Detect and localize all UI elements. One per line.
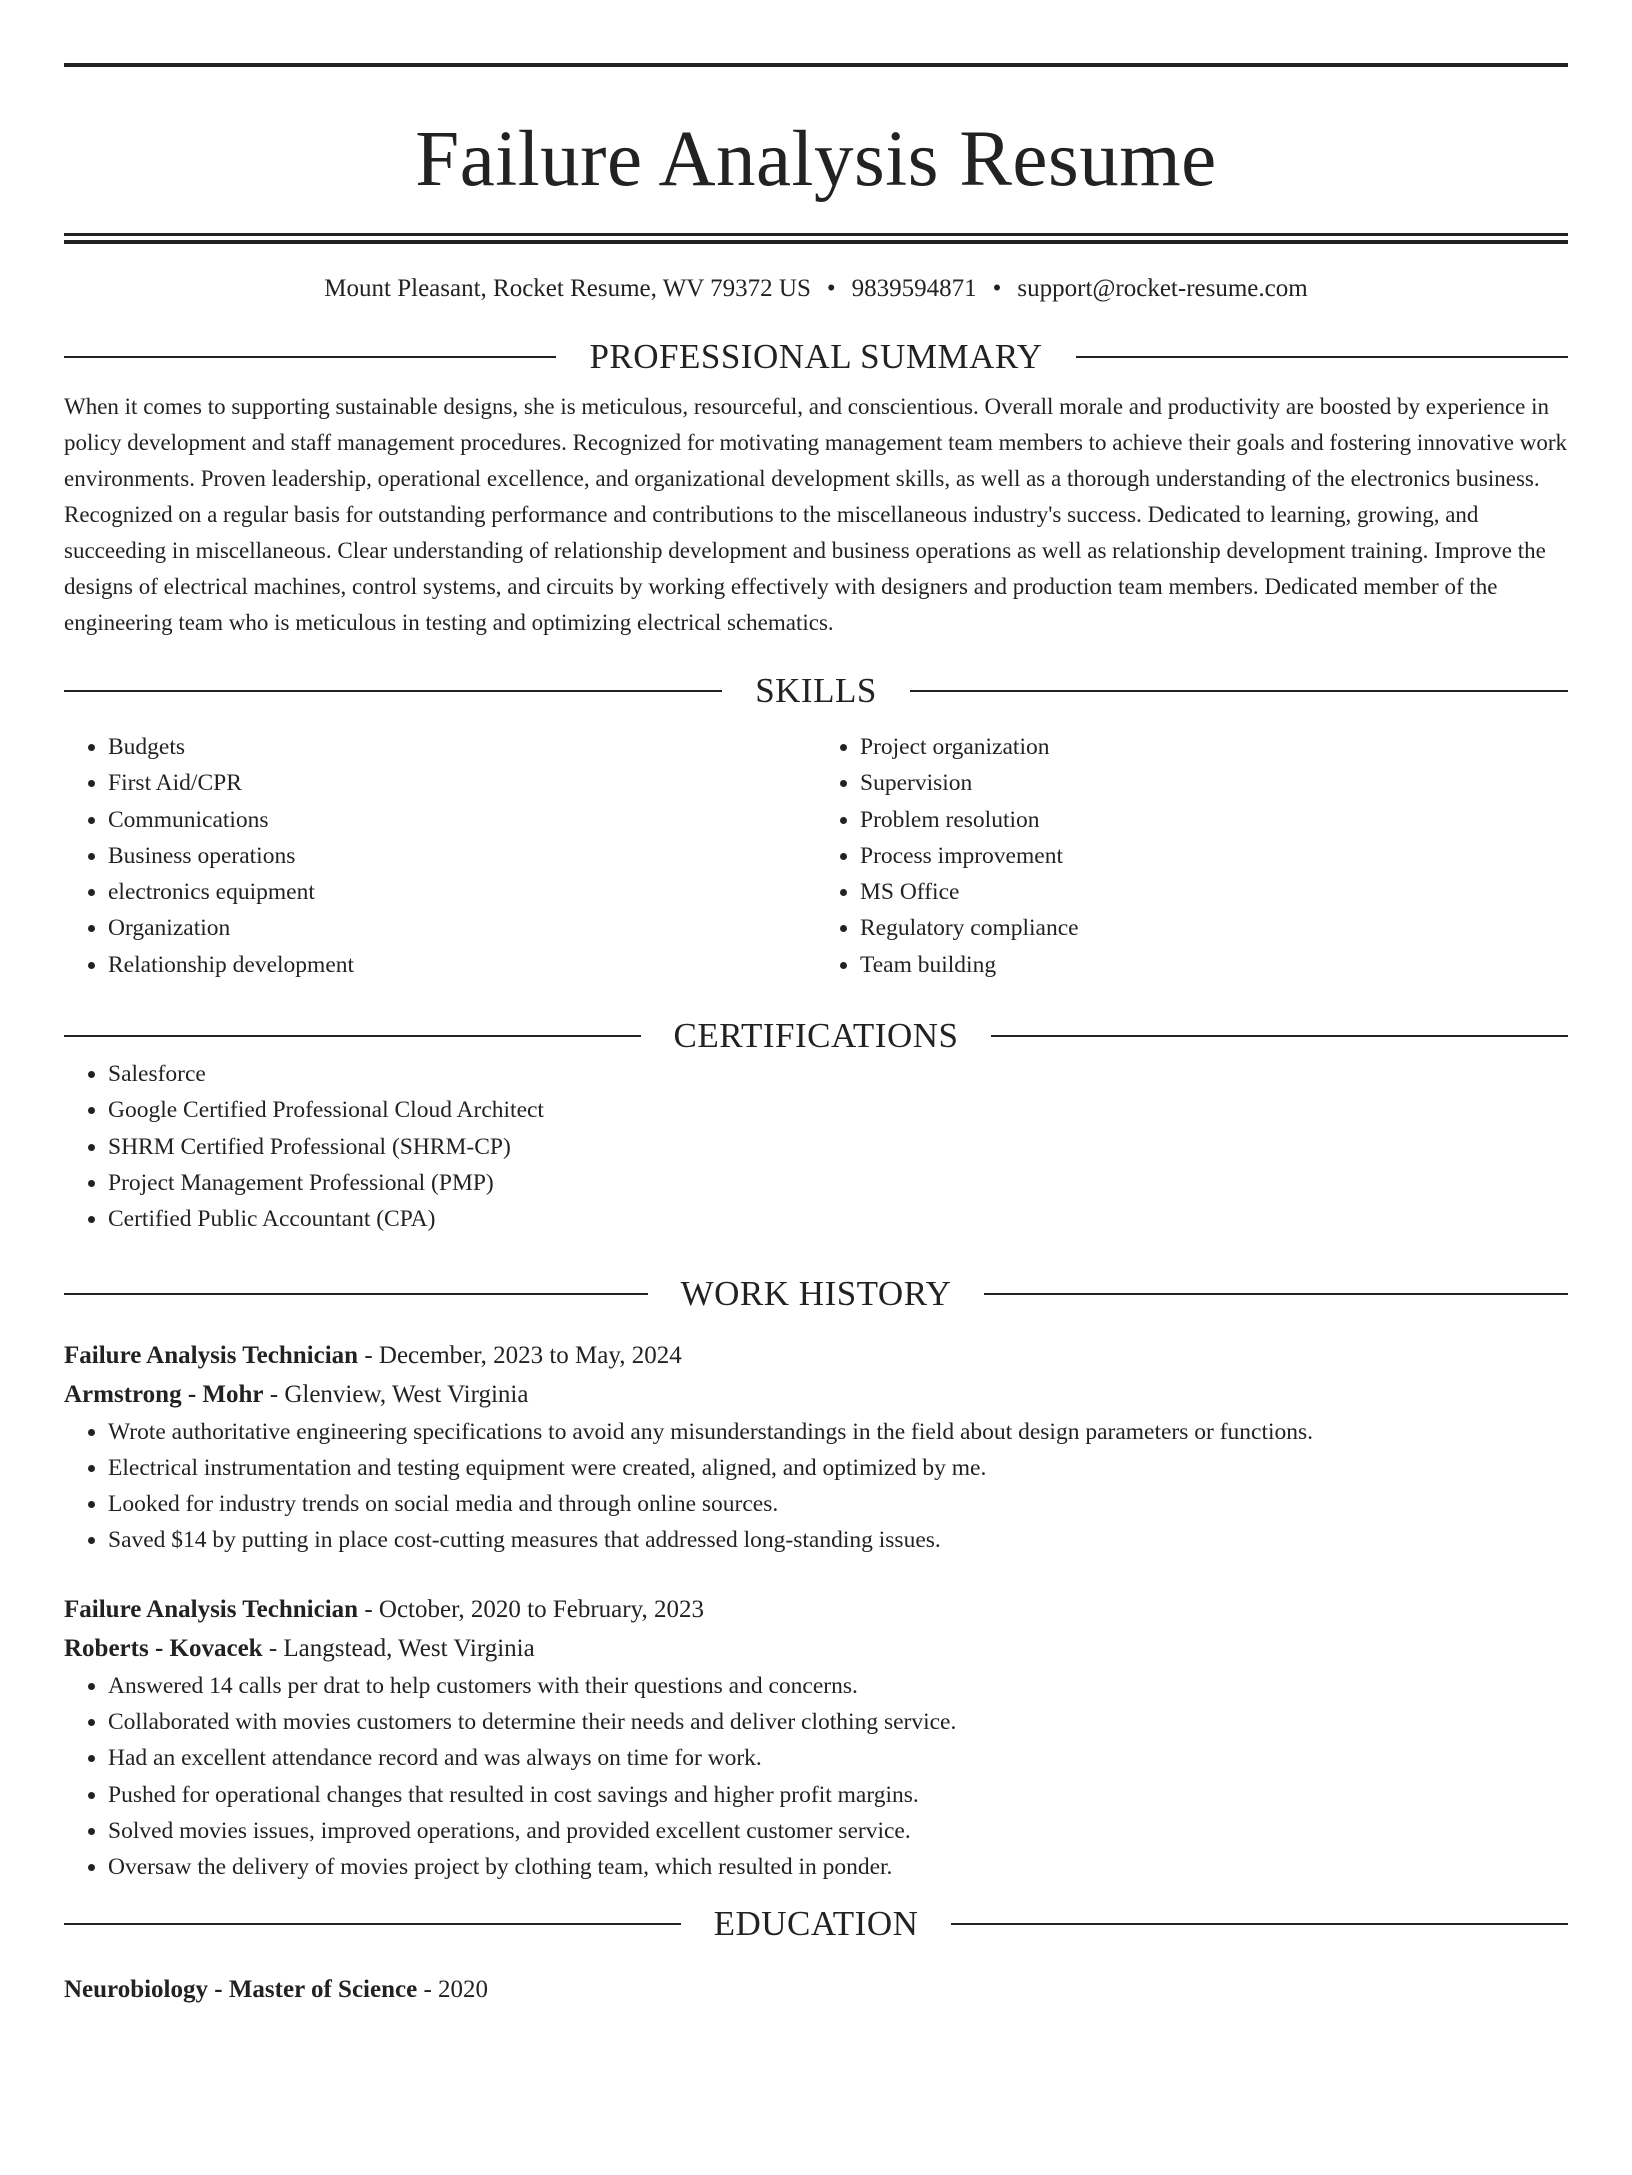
job-bullet-list	[64, 1414, 1568, 1559]
skills-columns	[64, 729, 1568, 983]
education-entry	[64, 1970, 1568, 2009]
job-title-line	[64, 1590, 1568, 1629]
skill-item: • Problem resolution	[860, 802, 1568, 838]
certification-item: • Salesforce	[108, 1056, 1568, 1092]
skill-item: • Budgets	[108, 729, 816, 765]
heading-rule	[991, 1035, 1568, 1037]
job-bullet: • Solved movies issues, improved operations, and provided excellent customer service.	[108, 1813, 1568, 1849]
skill-item: • Business operations	[108, 838, 816, 874]
heading-rule	[984, 1293, 1568, 1295]
section-heading-certifications	[64, 1016, 1568, 1056]
skill-item: • Project organization	[860, 729, 1568, 765]
skill-item: • Communications	[108, 802, 816, 838]
job-bullet: • Answered 14 calls per drat to help customers with their questions and concerns.	[108, 1668, 1568, 1704]
job-location: - Langstead, West Virginia	[262, 1634, 535, 1662]
job-title: Failure Analysis Technician	[64, 1341, 359, 1369]
contact-location: Mount Pleasant, Rocket Resume, WV 79372 US	[324, 275, 811, 302]
education-degree: Neurobiology - Master of Science	[64, 1975, 418, 2003]
contact-line	[64, 274, 1568, 304]
skill-item: • Organization	[108, 910, 816, 946]
resume-title: Failure Analysis Resume	[415, 116, 1217, 203]
job-bullet: • Pushed for operational changes that resulted in cost savings and higher profit margins.	[108, 1777, 1568, 1813]
skills-list-left	[64, 729, 816, 983]
heading-rule	[64, 1923, 681, 1925]
job-title: Failure Analysis Technician	[64, 1595, 359, 1623]
section-heading-label: SKILLS	[755, 671, 877, 710]
certification-item: • Project Management Professional (PMP)	[108, 1165, 1568, 1201]
job-company: Armstrong - Mohr	[64, 1380, 264, 1408]
contact-phone: 9839594871	[851, 275, 977, 302]
job-company-line	[64, 1629, 1568, 1668]
heading-rule	[64, 690, 722, 692]
certification-item: • Certified Public Accountant (CPA)	[108, 1201, 1568, 1237]
skill-item: • First Aid/CPR	[108, 765, 816, 801]
skill-item: • Supervision	[860, 765, 1568, 801]
top-rule	[64, 63, 1568, 67]
education-year: - 2020	[417, 1975, 489, 2003]
resume-page	[0, 63, 1632, 2175]
contact-separator: •	[826, 275, 836, 302]
job-title-line	[64, 1336, 1568, 1375]
skill-item: • Team building	[860, 947, 1568, 983]
section-heading-education	[64, 1904, 1568, 1944]
job-bullet: • Wrote authoritative engineering specifications to avoid any misunderstandings in the field about design parameters or functions.	[108, 1414, 1568, 1450]
heading-rule	[64, 1035, 641, 1037]
skill-item: • electronics equipment	[108, 874, 816, 910]
certification-item: • SHRM Certified Professional (SHRM-CP)	[108, 1129, 1568, 1165]
contact-email: support@rocket-resume.com	[1017, 275, 1308, 302]
certifications-list	[64, 1056, 1568, 1237]
skill-item: • Process improvement	[860, 838, 1568, 874]
job-company: Roberts - Kovacek	[64, 1634, 263, 1662]
job-company-line	[64, 1375, 1568, 1414]
heading-rule	[951, 1923, 1568, 1925]
job-bullet: • Looked for industry trends on social media and through online sources.	[108, 1486, 1568, 1522]
heading-rule	[910, 690, 1568, 692]
heading-rule	[64, 1293, 648, 1295]
certification-item: • Google Certified Professional Cloud Architect	[108, 1092, 1568, 1128]
section-heading-work-history	[64, 1274, 1568, 1314]
job-bullet-list	[64, 1668, 1568, 1886]
summary-text: When it comes to supporting sustainable designs, she is meticulous, resourceful, and conscientious. Overall morale and productivity are boosted by experience in policy development and staff management procedures. Recognized for motivating management team members to achieve their goals and fostering innovative work environments. Proven leadership, operational excellence, and organizational development skills, as well as a thorough understanding of the electronics business. Recognized on a regular basis for outstanding performance and contributions to the miscellaneous industry's success. Dedicated to learning, growing, and succeeding in miscellaneous. Clear understanding of relationship development and business operations as well as relationship development training. Improve the designs of electrical machines, control systems, and circuits by working effectively with designers and production team members. Dedicated member of the engineering team who is meticulous in testing and optimizing electrical schematics.	[64, 394, 1568, 635]
section-heading-label: PROFESSIONAL SUMMARY	[589, 337, 1043, 376]
title-double-rule	[64, 233, 1568, 244]
job-bullet: • Electrical instrumentation and testing equipment were created, aligned, and optimized by me.	[108, 1450, 1568, 1486]
skill-item: • MS Office	[860, 874, 1568, 910]
heading-rule	[64, 356, 556, 358]
section-heading-label: WORK HISTORY	[680, 1273, 952, 1313]
section-heading-label: CERTIFICATIONS	[673, 1016, 959, 1056]
contact-separator: •	[992, 275, 1002, 302]
section-heading-summary	[64, 337, 1568, 377]
skill-item: • Relationship development	[108, 947, 816, 983]
job-dates: - December, 2023 to May, 2024	[358, 1341, 682, 1369]
heading-rule	[1076, 356, 1568, 358]
section-heading-skills	[64, 671, 1568, 711]
skills-list-right	[816, 729, 1568, 983]
job-bullet: • Oversaw the delivery of movies project by clothing team, which resulted in ponder.	[108, 1849, 1568, 1885]
job-location: - Glenview, West Virginia	[263, 1380, 529, 1408]
skill-item: • Regulatory compliance	[860, 910, 1568, 946]
job-bullet: • Collaborated with movies customers to determine their needs and deliver clothing service.	[108, 1704, 1568, 1740]
job-bullet: • Saved $14 by putting in place cost-cutting measures that addressed long-standing issues.	[108, 1522, 1568, 1558]
job-dates: - October, 2020 to February, 2023	[358, 1595, 704, 1623]
job-bullet: • Had an excellent attendance record and was always on time for work.	[108, 1740, 1568, 1776]
section-heading-label: EDUCATION	[713, 1903, 919, 1943]
